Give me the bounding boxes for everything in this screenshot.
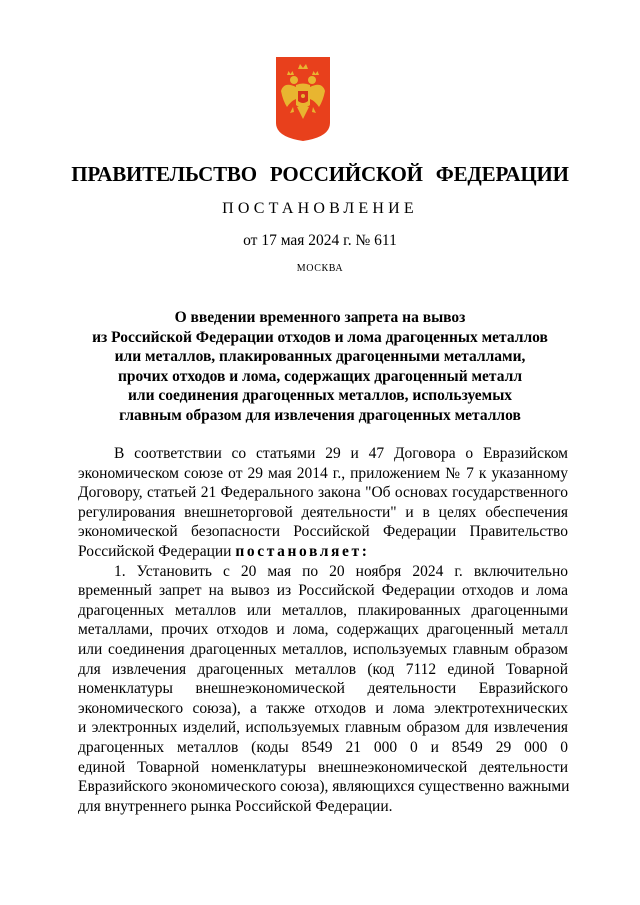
decree-word: постановляет: bbox=[235, 542, 370, 560]
date-and-number: от 17 мая 2024 г. № 611 bbox=[243, 232, 397, 249]
decree-title bbox=[0, 308, 640, 425]
preamble-line bbox=[78, 542, 568, 562]
preamble-line: регулирования внешнеторговой деятельности" и в целях обеспечения bbox=[78, 503, 568, 521]
item-line: для извлечения драгоценных металлов (код 7112 единой Товарной bbox=[78, 660, 568, 678]
item-line: металлами, прочих отходов и лома, содержащих драгоценный металл bbox=[78, 621, 568, 639]
item-line: экономического союза), а также отходов и лома электротехнических bbox=[78, 699, 568, 717]
item-line: Евразийского экономического союза), являющихся существенно важными bbox=[78, 778, 570, 796]
item-line: для внутреннего рынка Российской Федерации. bbox=[78, 797, 393, 815]
title-line: прочих отходов и лома, содержащих драгоценный металл bbox=[117, 367, 523, 385]
title-line: или соединения драгоценных металлов, используемых bbox=[127, 387, 513, 404]
title-line: из Российской Федерации отходов и лома драгоценных металлов bbox=[92, 328, 548, 346]
item-line: драгоценных металлов или металлов, плакированных драгоценными bbox=[78, 601, 568, 619]
item-line: временный запрет на вывоз из Российской Федерации отходов и лома bbox=[78, 582, 568, 600]
title-line: О введении временного запрета на вывоз bbox=[174, 309, 466, 326]
government-name: ПРАВИТЕЛЬСТВО РОССИЙСКОЙ ФЕДЕРАЦИИ bbox=[71, 162, 569, 186]
city-name: МОСКВА bbox=[296, 263, 344, 274]
title-line: или металлов, плакированных драгоценными металлами, bbox=[114, 348, 526, 365]
item-line: номенклатуры внешнеэкономической деятельности Евразийского bbox=[78, 680, 568, 698]
preamble-last-text: Российской Федерации bbox=[78, 542, 232, 560]
item-line: 1. Установить с 20 мая по 20 ноября 2024 г. включительно bbox=[114, 562, 568, 580]
item-line: единой Товарной номенклатуры внешнеэкономической деятельности bbox=[78, 758, 568, 776]
item-line: драгоценных металлов (коды 8549 21 000 0 и 8549 29 000 0 bbox=[78, 738, 568, 756]
coat-of-arms-emblem bbox=[276, 57, 330, 141]
preamble-line: экономическом союзе от 29 мая 2014 г., приложением № 7 к указанному bbox=[78, 464, 568, 482]
item-line: и электронных изделий, используемых главным образом для извлечения bbox=[78, 719, 568, 737]
decree-body bbox=[78, 444, 568, 816]
item-line: или соединения драгоценных металлов, используемых главным образом bbox=[78, 640, 568, 658]
preamble-line: Договору, статьей 21 Федерального закона "Об основах государственного bbox=[78, 484, 568, 502]
document-type: ПОСТАНОВЛЕНИЕ bbox=[222, 200, 418, 217]
preamble-line: В соответствии со статьями 29 и 47 Договора о Евразийском bbox=[114, 445, 568, 462]
preamble-line: экономической безопасности Российской Федерации Правительство bbox=[78, 523, 568, 541]
title-line: главным образом для извлечения драгоценных металлов bbox=[119, 406, 521, 424]
